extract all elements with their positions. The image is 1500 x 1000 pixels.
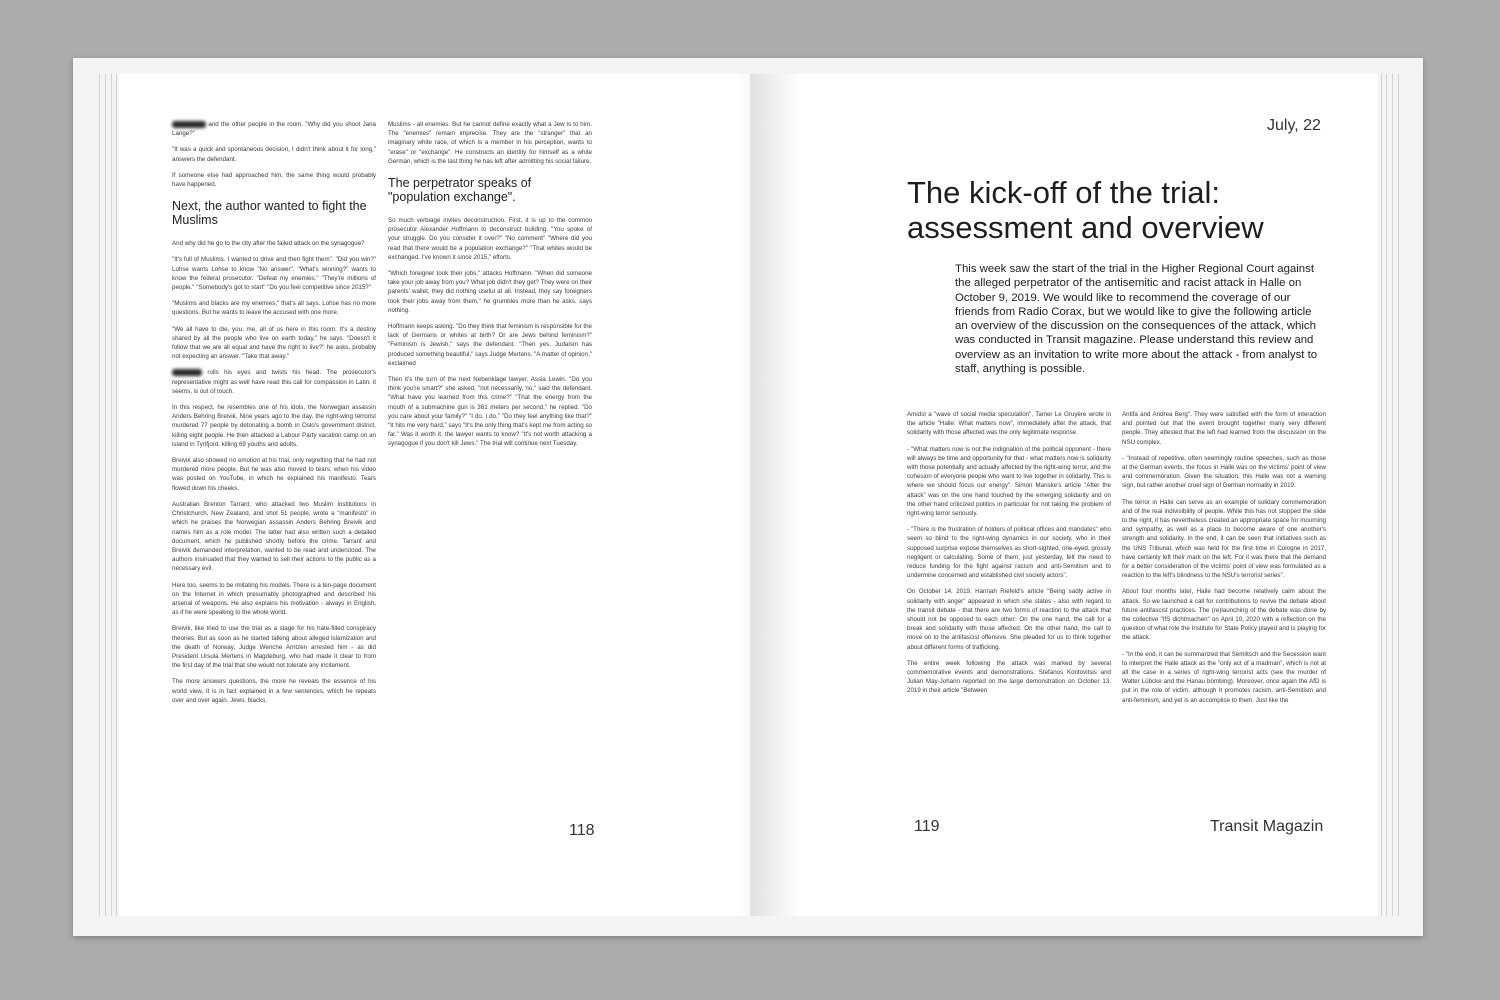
paragraph: Here too, seems to be imitating his models. There is a ten-page document on the Internet in which presumably photographed and described his arsenal of weapons. He also explains his motivation - always in English, as if he were speaking to the whole world.	[172, 581, 376, 617]
paragraph: - "There is the frustration of holders of political offices and mandates" who seem so blind to the right-wing dynamics in our society, who in their supposed surprise expose themselves as short-sighted, one-eyed, grossly negligent or calculating. Some of them, just yesterday, felt the need to reduce funding for the fight against racism and anti-Semitism and to undermine concerned and established civil society actors".	[907, 526, 1111, 580]
paragraph: "We all have to die, you, me, all of us here in this room. It's a destiny shared by all the people who live on earth today," he says. "Doesn't it follow that we are all equal and have the right to live?" he asks, probably not expecting an answer. "Take that away."	[172, 325, 376, 361]
paragraph: - "In the end, it can be summarized that Semlitsch and the Secession want to interpret the Halle attack as the "only act of a madman", which is not at all the case in a series of right-wing terrorist acts (see the murder of Walter Lübcke and the Hanau bombing). Moreover, once again the AfD is put in the role of victim, although it promotes racism, anti-Semitism and anti-feminism, and yet is an accomplice to them. Just like the	[1122, 650, 1326, 704]
article-lead: This week saw the start of the trial in the Higher Regional Court against the alleged perpetrator of the antisemitic and racist attack in Halle on October 9, 2019. We would like to recommend the coverage of our friends from Radio Corax, but we would like to give the following article an overview of the discussion on the consequences of the attack, which was conducted in Transit magazine. Please understand this review and overview as an invitation to write more about the attack - from analyst to staff, anything is possible.	[955, 263, 1318, 376]
paragraph: Antifa and Andrea Berg". They were satisfied with the form of interaction and pointed out that the event brought together many very different people. They attested that the left had learned from the discussion on the NSU complex.	[1122, 411, 1326, 446]
page-edge	[1398, 74, 1399, 916]
gutter-shadow	[750, 74, 800, 916]
page-edge	[105, 74, 106, 916]
paragraph: The terror in Halle can serve as an example of solidary commemoration and of the real indivisibility of people. While this has not stopped the slide to the right, it has nevertheless created an appropriate space for mourning and sympathy, as well as a place to become aware of one another's strength and solidarity. In the end, it can be seen that initiatives such as the UNS Tribunal, which was held for the first time in Cologne in 2017, have certainly left their mark on the left. For it was there that the demand for a better consideration of the victims' point of view was formulated as a reaction to the left's blindness to the NSU's terrorist series".	[1122, 498, 1326, 580]
page-edge	[116, 74, 117, 916]
paragraph: On October 14, 2019, Hannah Riefeld's article "Being sadly active in solidarity with anger" appeared in which she states - also with regard to the transit debate - that there are two forms of reaction to the attack that should not be opposed to each other: On the one hand, the call for a break and solidarity with those affected. On the other hand, the call to move on to the antifascist offensive. She pleaded for us to think together about different forms of trafficking.	[907, 588, 1111, 651]
section-heading: Next, the author wanted to fight the Muslims	[172, 199, 367, 228]
page-number-left: 118	[569, 822, 595, 839]
paragraph: and the other people in the room. "Why did you shoot Jana Lange?"	[172, 121, 376, 138]
paragraph: - "Instead of repetitive, often seemingly routine speeches, such as those at the German events, the focus in Halle was on the victims' point of view and commemoration. Given the situation, this Halle was not a warning sign, but rather another cruel sign of German normality in 2019.	[1122, 454, 1326, 490]
page-edge	[1392, 74, 1393, 916]
paragraph: Then it's the turn of the next Nebenklage lawyer, Assia Lewin. "Do you think you're smart?" she asked, "not necessarily, no," said the defendant. "What have you learned from this crime?" "That the energy from the mouth of a submachine gun is 361 meters per second," he replied. "Do you care about your family?" "I do. I do." "Do they feel anything like that?" "It hits me very hard," says "It's the only thing that's kept me from acting so far." Was it worth it, the lawyer wants to know? "It's not worth attacking a synagogue if you don't kill Jews." The trial will continue next Tuesday.	[388, 376, 592, 448]
magazine-name: Transit Magazin	[1210, 818, 1324, 835]
paragraph: "It's full of Muslims. I wanted to drive and then fight them". "Did you win?" Lohse wants Lohse to know "No answer". "What's winning?" wants to know the federal prosecutor. "Defeat my enemies." "They're millions of people." "Somebody's got to start" "Do you feel competitive since 2015?"	[172, 256, 376, 292]
article-title: The kick-off of the trial: assessment and overview	[907, 175, 1264, 245]
redaction	[172, 369, 202, 376]
page-number-right: 119	[914, 818, 940, 835]
paragraph: rolls his eyes and twists his head. The prosecutor's representative might as well have read this call for compassion in Latin. it seems, is out of touch.	[172, 369, 376, 395]
page-edge	[1381, 74, 1382, 916]
paragraph: - "What matters now is not the indignation of the political opponent - there will always be time and opportunity for that - what matters now is solidarity with those potentially and actually affected by the right-wing terror, and the cohesion of everyone people who want to live together in solidarity. This is where we should focus our energy". Simon Manske's article "After the attack" was on the one hand touched by the emerging solidarity and on the other hand criticized politics in particular for not taking the problem of right-wing terror seriously.	[907, 445, 1111, 518]
paragraph: Amidst a "wave of social media speculation", Tamer Le Gruyère wrote in the article "Halle: What matters now", immediately after the attack, that solidarity with those affected was the only legitimate response.	[907, 411, 1111, 437]
page-edge	[111, 74, 112, 916]
right-page-column-1	[907, 410, 1111, 703]
paragraph: Muslims - all enemies. But he cannot define exactly what a Jew is to him. The "enemies" remain imprecise. They are the "stranger" that an imaginary white race, of which is a member in his perception, wants to "erase" or "exchange". He constructs an identity for himself as a white German, which is the last thing he has left after admitting his social failure.	[388, 121, 592, 165]
page-edge	[1386, 74, 1387, 916]
paragraph: "Which foreigner took their jobs," attacks Hoffmann. "When did someone take your job away from you? What job didn't they get? They were on their parents' wallet, they did nothing useful at all. Instead, they say foreigners took their jobs away from them," he grumbles more than he asks. says nothing.	[388, 270, 592, 314]
paragraph: So much verbiage invites deconstruction. First, it is up to the common prosecutor Alexander Hoffmann to deconstruct building. "You spoke of your struggle. Do you consider it over?" "No comment" "Where did you read that there would be a population exchange?" "That whites would be exchanged, I've known it since 2015," efforts.	[388, 217, 592, 261]
redaction	[172, 121, 206, 128]
paragraph: In this respect, he resembles one of his idols, the Norwegian assassin Anders Behring Breivik. Nine years ago to the day, the right-wing terrorist murdered 77 people by detonating a bomb in Oslo's government district, killing eight people. He then attacked a Labour Party vacation camp on an island in Tyrifjord, killing 69 youths and adults.	[172, 404, 376, 448]
paragraph: And why did he go to the city after the failed attack on the synagogue?	[172, 240, 365, 248]
page-edge	[99, 74, 100, 916]
left-page-column-1	[172, 120, 376, 712]
date-header: July, 22	[1267, 117, 1321, 134]
paragraph: Australian Brenton Tarrant, who attacked two Muslim institutions in Christchurch, New Zealand, and shot 51 people, wrote a "manifesto" in which he praises the Norwegian assassin Anders Behring Breivik and names him as a role model. The latter had also written such a detailed document, which he published shortly before the crime. Tarrant and Breivik demanded interpretation, wanted to be read and understood. The authors insinuated that they wanted to sell their actions to the public as a necessary evil.	[172, 500, 376, 573]
left-page-column-2	[388, 120, 592, 456]
paragraph: "It was a quick and spontaneous decision, I didn't think about it for long," answers the defendant.	[172, 146, 376, 163]
paragraph: About four months later, Halle had become relatively calm about the attack. So we launched a call for contributions to revive the debate about future antifascist practices. The (re)launching of the debate was done by the collective "IfS dichtmachen" on April 10, 2020 with a reflection on the question of what role the Institute for State Policy played and is playing for the attack.	[1122, 588, 1326, 642]
paragraph: If someone else had approached him, the same thing would probably have happened.	[172, 171, 376, 189]
paragraph: Hoffmann keeps asking. "Do they think that feminism is responsible for the lack of Germans or whites at birth? Or are Jews behind feminism?" "Feminism is Jewish," says the defendant. "Then yes, Judaism has produced something beautiful," says Judge Mertens. "A matter of opinion," exclaimed	[388, 323, 592, 367]
right-page-column-2	[1122, 410, 1326, 712]
paragraph: Breivik also showed no emotion at his trial, only regretting that he had not murdered more people. But he was also moved to tears: when his video was posted on YouTube, in which he explained his manifesto. Tears flowed down his cheeks.	[172, 457, 376, 492]
paragraph: The entire week following the attack was marked by several commemorative events and demonstrations. Stefanos Kontovitsis and Julian May-Johann reported on the large demonstration on October 13, 2019 in their article "Between	[907, 659, 1111, 695]
paragraph: The more answers questions, the more he reveals the essence of his world view. It is in fact explained in a few sentences, which he repeats over and over again. Jews, blacks,	[172, 678, 376, 704]
section-heading: The perpetrator speaks of "population exchange".	[388, 176, 532, 205]
paragraph: "Muslims and blacks are my enemies," that's all says. Lohse has no more questions. But he wants to leave the accused with one more.	[172, 300, 376, 317]
paragraph: Breivik, like tried to use the trial as a stage for his hate-filled conspiracy theories. But as soon as he started talking about alleged Islamization and the death of Norway, Judge Wenche Arntzen arrested him - as did President Ursula Mertens in Magdeburg, who had made it clear to from the first day of the trial that she would not tolerate any incitement.	[172, 625, 376, 670]
